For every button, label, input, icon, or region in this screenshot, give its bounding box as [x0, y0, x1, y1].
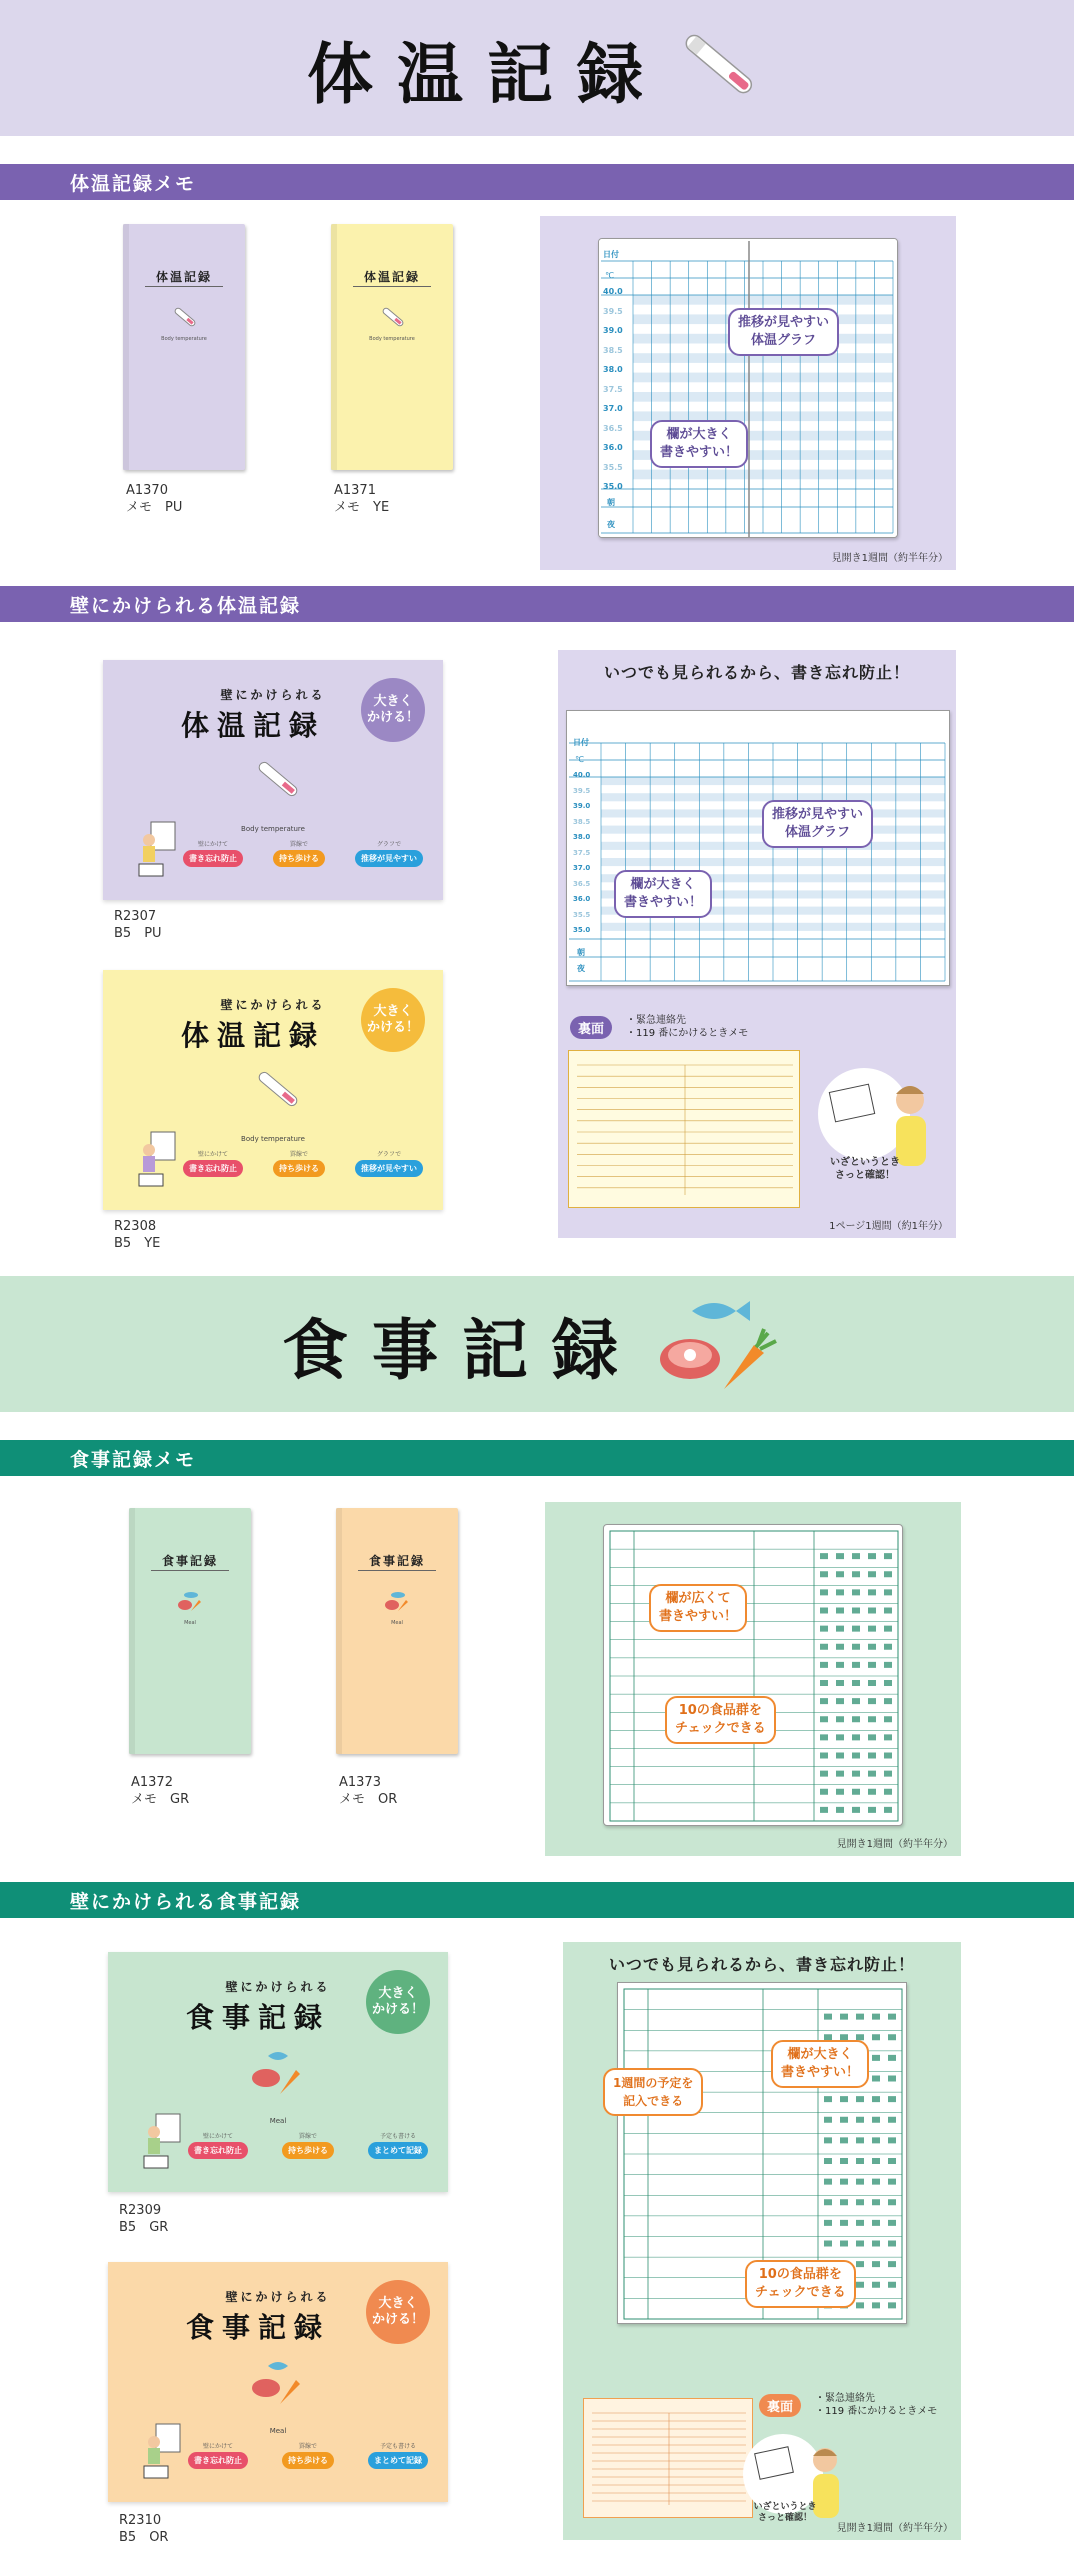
callout-food-groups: 10の食品群を チェックできる: [745, 2260, 856, 2308]
divider: [353, 286, 431, 287]
product-caption: [119, 2512, 168, 2546]
tag-reminder: 書き忘れ防止: [188, 2142, 248, 2159]
back-side-badge: 裏面: [759, 2394, 801, 2417]
product-variant: B5 YE: [114, 1236, 161, 1251]
divider: [151, 1570, 229, 1571]
thermometer-icon: [381, 304, 405, 330]
temperature-scale: [603, 287, 631, 502]
callout-graph: 推移が見やすい 体温グラフ: [762, 800, 873, 848]
memo-book-subtitle: Body temperature: [161, 336, 207, 342]
back-side-preview: [583, 2398, 753, 2518]
callout-big-cells: 欄が大きく 書きやすい！: [650, 420, 748, 468]
memo-book-a1370[interactable]: [123, 224, 245, 470]
meal-banner-title: 食事記録: [282, 1311, 642, 1389]
tag-caption: グラフで: [376, 841, 402, 848]
product-caption: [339, 1774, 397, 1808]
meal-wall-bar: 壁にかけられる食事記録: [0, 1882, 1074, 1918]
thermometer-icon: [253, 1064, 303, 1114]
scale-tick-label: 38.0: [573, 833, 591, 841]
wall-book-small-title: 壁にかけられる: [225, 1980, 331, 1994]
book-spine: [336, 1508, 342, 1754]
person-hanging-calendar-icon: [142, 2110, 186, 2170]
grid-header-unit: ℃: [575, 755, 584, 764]
wall-book-title: 体温記録: [180, 709, 325, 742]
back-side-list: [626, 1014, 748, 1040]
meat-fish-carrot-icon: [248, 2358, 308, 2406]
memo-book-title: 食事記録: [368, 1554, 425, 1568]
back-side-list: [815, 2392, 937, 2418]
product-code: A1370: [126, 483, 168, 498]
back-side-form: [569, 1051, 801, 1209]
temperature-chart-sheet: [598, 238, 898, 538]
scale-tick-label: 38.0: [603, 365, 623, 374]
tag-caption: 壁にかけて: [197, 1151, 228, 1158]
divider: [145, 286, 223, 287]
wall-book-r2307[interactable]: [103, 660, 443, 900]
scale-tick-label: 37.0: [573, 864, 591, 872]
scale-tick-label: 38.5: [573, 817, 591, 826]
scale-tick-label: 35.5: [603, 462, 623, 472]
scale-tick-label: 35.0: [603, 482, 623, 491]
meal-memo-panel: [545, 1502, 961, 1856]
feature-tags: [183, 841, 423, 867]
meal-memo-bar: 食事記録メモ: [0, 1440, 1074, 1476]
grid-header-date: 日付: [603, 250, 619, 259]
product-code: R2309: [119, 2203, 162, 2218]
temperature-wall-panel: [558, 650, 956, 1238]
wall-book-subtitle: Body temperature: [241, 1135, 305, 1143]
wall-book-subtitle: Meal: [269, 2117, 287, 2125]
bubble-text: いざというとき さっと確認！: [830, 1157, 900, 1181]
bubble-text: いざというとき さっと確認！: [753, 2502, 817, 2523]
scale-tick-label: 39.5: [573, 786, 591, 795]
feature-tags: [183, 1151, 423, 1177]
feature-tags: [188, 2443, 428, 2469]
tag-reminder: 書き忘れ防止: [183, 850, 243, 867]
tag-summary: まとめて記録: [368, 2142, 428, 2159]
tag-portable: 持ち歩ける: [273, 850, 325, 867]
callout-big-cells: 欄が大きく 書きやすい！: [614, 870, 712, 918]
meat-fish-carrot-icon: [248, 2048, 308, 2096]
memo-book-subtitle: Meal: [391, 1620, 403, 1626]
tag-caption: 罫線で: [298, 2133, 317, 2140]
memo-book-a1373[interactable]: [336, 1508, 458, 1754]
product-caption: [334, 482, 389, 516]
product-caption: [131, 1774, 189, 1808]
grid-header-date: 日付: [573, 738, 589, 747]
scale-tick-label: 40.0: [573, 771, 591, 779]
memo-book-title: 体温記録: [155, 270, 212, 284]
scale-tick-label: 36.0: [573, 895, 591, 903]
memo-book-a1371[interactable]: [331, 224, 453, 470]
tag-caption: 罫線で: [289, 1151, 308, 1158]
meat-fish-carrot-icon: [384, 1590, 410, 1612]
book-spine: [129, 1508, 135, 1754]
tag-caption: 壁にかけて: [202, 2443, 233, 2450]
back-side-item: ・119 番にかけるときメモ: [815, 2406, 938, 2417]
wall-book-subtitle: Body temperature: [241, 825, 305, 833]
row-morning-label: 朝: [577, 948, 585, 957]
scale-tick-label: 39.0: [573, 802, 591, 810]
temperature-memo-bar: 体温記録メモ: [0, 164, 1074, 200]
wall-book-title: 体温記録: [180, 1019, 325, 1052]
row-night-label: 夜: [607, 520, 615, 529]
grid-header-unit: ℃: [605, 271, 614, 280]
big-writing-badge: 大きく かける！: [361, 988, 425, 1052]
row-morning-label: 朝: [607, 498, 615, 507]
callout-food-groups: 10の食品群を チェックできる: [665, 1696, 776, 1744]
product-caption: [114, 1218, 160, 1252]
panel-heading: いつでも見られるから、書き忘れ防止！: [608, 1955, 915, 1974]
scale-tick-label: 36.5: [573, 879, 591, 888]
scale-tick-label: 36.5: [603, 423, 623, 433]
product-variant: B5 OR: [119, 2530, 169, 2545]
meat-fish-carrot-icon: [652, 1289, 792, 1399]
scale-tick-label: 35.0: [573, 926, 591, 934]
back-side-badge: 裏面: [570, 1016, 612, 1039]
callout-graph: 推移が見やすい 体温グラフ: [728, 308, 839, 356]
back-side-preview: [568, 1050, 800, 1208]
tag-reminder: 書き忘れ防止: [188, 2452, 248, 2469]
memo-book-subtitle: Meal: [184, 1620, 196, 1626]
product-variant: メモ PU: [126, 500, 183, 515]
wall-book-title: 食事記録: [185, 2311, 330, 2344]
wall-book-r2310[interactable]: [108, 2262, 448, 2502]
product-variant: B5 GR: [119, 2220, 169, 2235]
big-writing-badge: 大きく かける！: [366, 1970, 430, 2034]
tag-graph: 推移が見やすい: [355, 850, 423, 867]
wall-book-title: 食事記録: [185, 2001, 330, 2034]
scale-tick-label: 39.5: [603, 306, 623, 316]
scale-tick-label: 36.0: [603, 443, 623, 452]
tag-caption: 予定も書ける: [379, 2443, 416, 2450]
product-caption: [126, 482, 182, 516]
tag-reminder: 書き忘れ防止: [183, 1160, 243, 1177]
memo-book-subtitle: Body temperature: [369, 336, 415, 342]
tag-caption: 壁にかけて: [202, 2133, 233, 2140]
temperature-banner-title: 体温記録: [307, 35, 667, 113]
book-spine: [123, 224, 129, 470]
temperature-banner: [0, 0, 1074, 136]
feature-tags: [188, 2133, 428, 2159]
callout-wide-cells: 欄が広くて 書きやすい！: [649, 1584, 747, 1632]
person-hanging-calendar-icon: [137, 818, 181, 878]
product-code: A1373: [339, 1775, 381, 1790]
person-hanging-calendar-icon: [137, 1128, 181, 1188]
thermometer-icon: [173, 304, 197, 330]
tag-summary: まとめて記録: [368, 2452, 428, 2469]
tag-caption: 予定も書ける: [379, 2133, 416, 2140]
back-side-item: ・119 番にかけるときメモ: [626, 1028, 749, 1039]
scale-tick-label: 38.5: [603, 345, 623, 355]
back-side-form: [584, 2399, 754, 2519]
product-variant: メモ GR: [131, 1792, 190, 1807]
wall-book-small-title: 壁にかけられる: [220, 688, 326, 702]
scale-tick-label: 35.5: [573, 910, 591, 919]
meal-wall-panel: [563, 1942, 961, 2540]
temperature-scale: [573, 771, 597, 942]
book-spine: [331, 224, 337, 470]
temperature-memo-panel: [540, 216, 956, 570]
scale-tick-label: 37.5: [603, 384, 623, 394]
product-caption: [119, 2202, 168, 2236]
back-side-item: ・緊急連絡先: [626, 1015, 686, 1026]
product-variant: メモ OR: [339, 1792, 398, 1807]
meal-grid: [604, 1525, 903, 1826]
wall-book-small-title: 壁にかけられる: [220, 998, 326, 1012]
product-caption: [114, 908, 162, 942]
memo-book-title: 食事記録: [161, 1554, 218, 1568]
meat-fish-carrot-icon: [177, 1590, 203, 1612]
tag-caption: 壁にかけて: [197, 841, 228, 848]
product-code: R2310: [119, 2513, 162, 2528]
big-writing-badge: 大きく かける！: [361, 678, 425, 742]
tag-portable: 持ち歩ける: [282, 2452, 334, 2469]
memo-book-a1372[interactable]: [129, 1508, 251, 1754]
person-hanging-calendar-icon: [142, 2420, 186, 2480]
callout-weekly-plan: 1週間の予定を 記入できる: [603, 2068, 703, 2116]
tag-caption: 罫線で: [298, 2443, 317, 2450]
temperature-grid: [599, 239, 898, 538]
big-writing-badge: 大きく かける！: [366, 2280, 430, 2344]
product-code: R2307: [114, 909, 157, 924]
scale-tick-label: 39.0: [603, 326, 623, 335]
panel-footer: 見開き1週間（約半年分）: [836, 1839, 953, 1850]
panel-footer: 1ページ1週間（約1年分）: [829, 1221, 948, 1232]
scale-tick-label: 37.0: [603, 404, 623, 413]
panel-heading: いつでも見られるから、書き忘れ防止！: [603, 663, 910, 682]
product-code: A1372: [131, 1775, 173, 1790]
panel-footer: 見開き1週間（約半年分）: [836, 2523, 953, 2534]
product-code: R2308: [114, 1219, 157, 1234]
row-night-label: 夜: [577, 964, 585, 973]
panel-footer: 見開き1週間（約半年分）: [831, 553, 948, 564]
wall-book-small-title: 壁にかけられる: [225, 2290, 331, 2304]
product-variant: メモ YE: [334, 500, 390, 515]
divider: [358, 1570, 436, 1571]
thermometer-icon: [253, 754, 303, 804]
meal-banner: [0, 1276, 1074, 1412]
product-code: A1371: [334, 483, 376, 498]
meal-chart-sheet: [603, 1524, 903, 1826]
temperature-grid: [567, 711, 950, 986]
wall-book-subtitle: Meal: [269, 2427, 287, 2435]
temperature-wall-sheet: [566, 710, 950, 986]
tag-caption: 罫線で: [289, 841, 308, 848]
wall-book-r2308[interactable]: [103, 970, 443, 1210]
tag-portable: 持ち歩ける: [273, 1160, 325, 1177]
product-variant: B5 PU: [114, 926, 162, 941]
back-side-item: ・緊急連絡先: [815, 2393, 875, 2404]
scale-tick-label: 37.5: [573, 848, 591, 857]
tag-portable: 持ち歩ける: [282, 2142, 334, 2159]
tag-caption: グラフで: [376, 1151, 402, 1158]
tag-graph: 推移が見やすい: [355, 1160, 423, 1177]
wall-book-r2309[interactable]: [108, 1952, 448, 2192]
thermometer-icon: [677, 18, 767, 118]
temperature-wall-bar: 壁にかけられる体温記録: [0, 586, 1074, 622]
callout-big-cells: 欄が大きく 書きやすい！: [771, 2040, 869, 2088]
memo-book-title: 体温記録: [363, 270, 420, 284]
scale-tick-label: 40.0: [603, 287, 623, 296]
